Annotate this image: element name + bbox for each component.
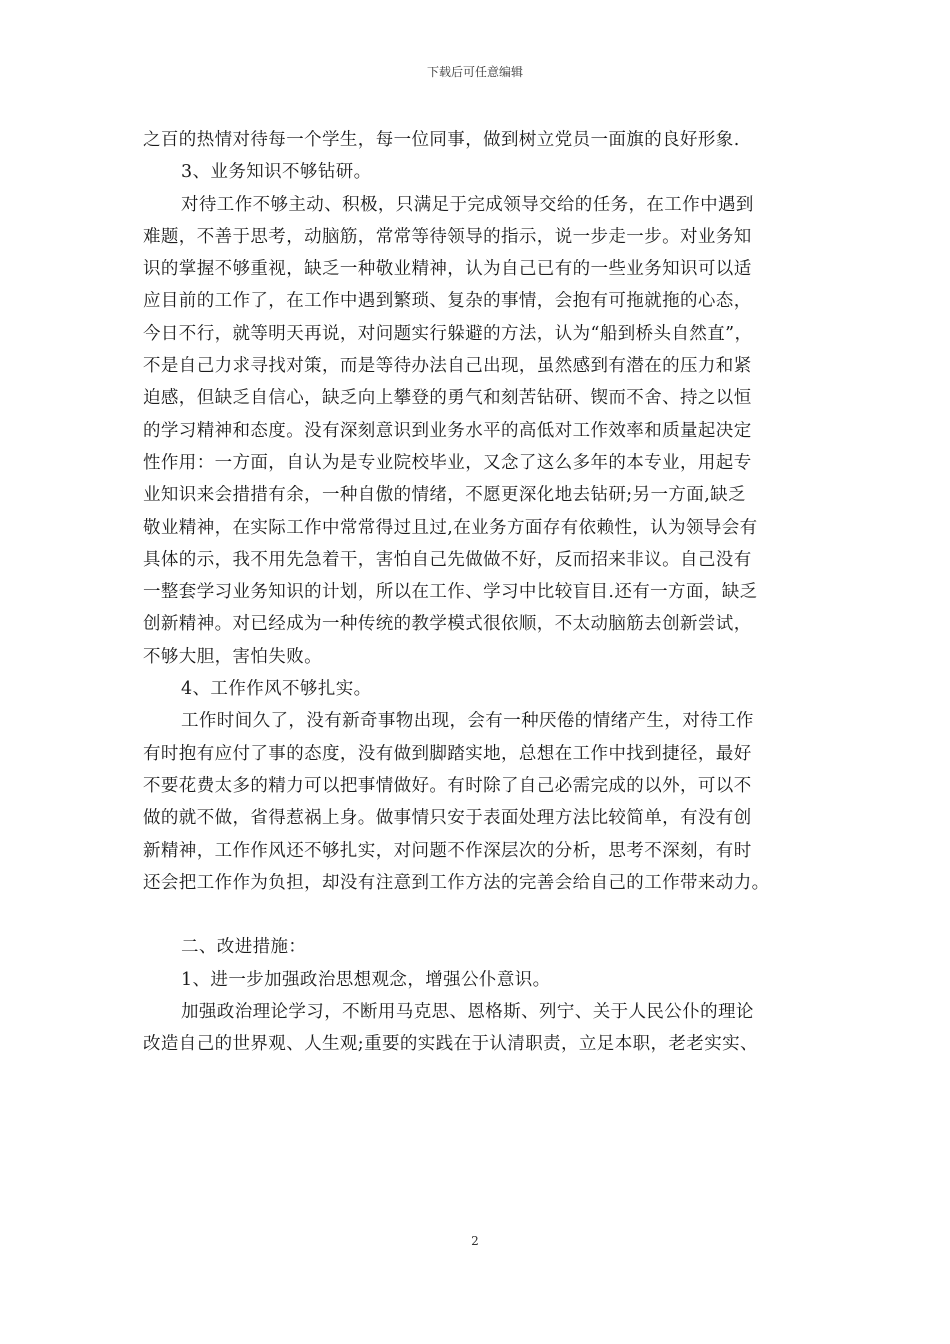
text-line: 识的掌握不够重视，缺乏一种敬业精神，认为自己已有的一些业务知识可以适 — [143, 259, 752, 280]
text-line: 还会把工作作为负担，却没有注意到工作方法的完善会给自己的工作带来动力。 — [143, 872, 770, 893]
text-line: 迫感，但缺乏自信心，缺乏向上攀登的勇气和刻苦钻研、锲而不舍、持之以恒 — [143, 388, 752, 409]
text-line: 对待工作不够主动、积极，只满足于完成领导交给的任务，在工作中遇到 — [181, 194, 754, 215]
text-line: 创新精神。对已经成为一种传统的教学模式很依顺，不太动脑筋去创新尝试， — [143, 614, 752, 635]
text-line: 不是自己力求寻找对策，而是等待办法自己出现，虽然感到有潜在的压力和紧 — [143, 356, 752, 377]
text-line: 业知识来会措措有余，一种自傲的情绪，不愿更深化地去钻研;另一方面,缺乏 — [143, 485, 746, 506]
section-heading: 4、工作作风不够扎实。 — [181, 679, 372, 700]
section-heading: 1、进一步加强政治思想观念，增强公仆意识。 — [181, 969, 551, 990]
text-line: 改造自己的世界观、人生观;重要的实践在于认清职责，立足本职，老老实实、 — [143, 1034, 758, 1055]
text-line: 新精神，工作作风还不够扎实，对问题不作深层次的分析，思考不深刻，有时 — [143, 840, 752, 861]
text-line: 敬业精神，在实际工作中常常得过且过,在业务方面存有依赖性，认为领导会有 — [143, 517, 758, 538]
text-line: 一整套学习业务知识的计划，所以在工作、学习中比较盲目.还有一方面，缺乏 — [143, 582, 758, 603]
text-line: 不够大胆，害怕失败。 — [143, 646, 322, 667]
text-line: 的学习精神和态度。没有深刻意识到业务水平的高低对工作效率和质量起决定 — [143, 420, 752, 441]
document-body — [143, 124, 807, 1061]
blank-line — [143, 899, 807, 931]
text-line: 有时抱有应付了事的态度，没有做到脚踏实地，总想在工作中找到捷径，最好 — [143, 743, 752, 764]
section-heading: 3、业务知识不够钻研。 — [181, 162, 372, 183]
text-line: 今日不行，就等明天再说，对问题实行躲避的方法，认为“船到桥头自然直”， — [143, 323, 753, 344]
text-line: 难题，不善于思考，动脑筋，常常等待领导的指示，说一步走一步。对业务知 — [143, 226, 752, 247]
text-line: 之百的热情对待每一个学生，每一位同事，做到树立党员一面旗的良好形象. — [143, 130, 740, 150]
text-line: 不要花费太多的精力可以把事情做好。有时除了自己必需完成的以外，可以不 — [143, 775, 752, 796]
text-line: 性作用：一方面，自认为是专业院校毕业，又念了这么多年的本专业，用起专 — [143, 452, 752, 473]
text-line: 应目前的工作了，在工作中遇到繁琐、复杂的事情，会抱有可拖就拖的心态， — [143, 291, 752, 312]
page-number: 2 — [471, 1234, 479, 1248]
text-line: 做的就不做，省得惹祸上身。做事情只安于表面处理方法比较简单，有没有创 — [143, 808, 752, 829]
text-line: 加强政治理论学习，不断用马克思、恩格斯、列宁、关于人民公仆的理论 — [181, 1002, 754, 1023]
page-header: 下载后可任意编辑 — [426, 65, 523, 79]
text-line: 工作时间久了，没有新奇事物出现，会有一种厌倦的情绪产生，对待工作 — [181, 711, 754, 732]
section-heading: 二、改进措施： — [181, 937, 307, 958]
text-line: 具体的示，我不用先急着干，害怕自己先做做不好，反而招来非议。自己没有 — [143, 549, 752, 570]
